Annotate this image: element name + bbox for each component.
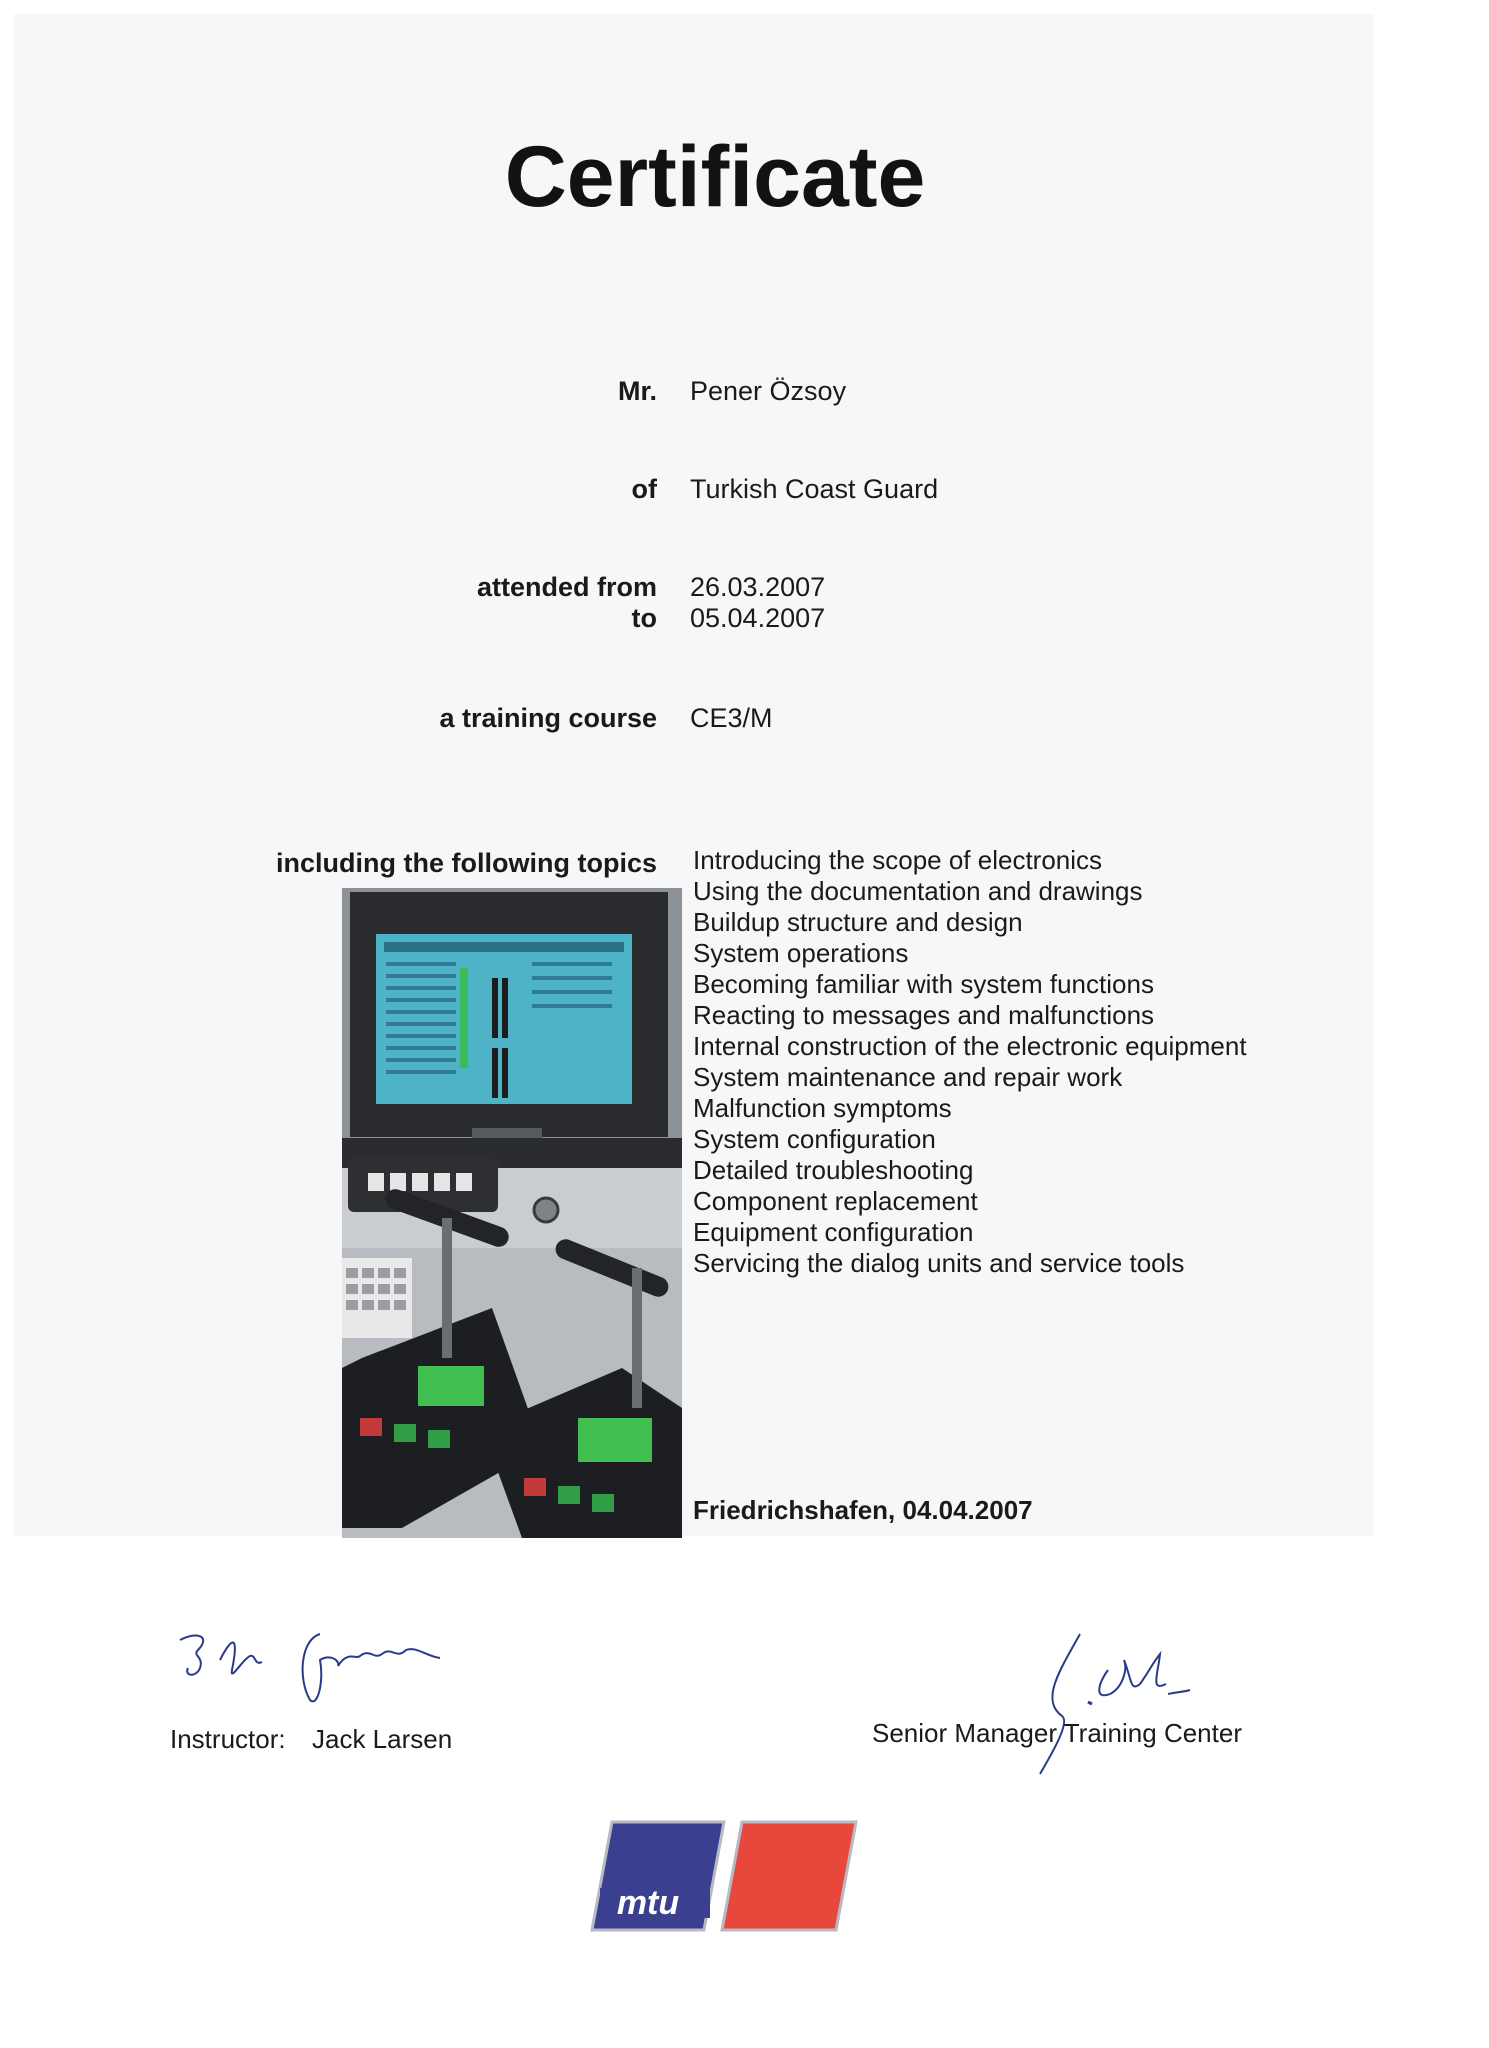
place-date: Friedrichshafen, 04.04.2007: [693, 1495, 1033, 1525]
organization-label: of: [631, 474, 657, 504]
topic-item: System operations: [693, 938, 909, 968]
topic-item: Becoming familiar with system functions: [693, 969, 1154, 999]
name-value: Pener Özsoy: [690, 376, 847, 406]
topics-list: [693, 845, 1253, 1279]
attended-from-value: 26.03.2007: [690, 572, 826, 602]
instructor-name: Jack Larsen: [312, 1724, 453, 1754]
certificate-title: Certificate: [504, 129, 926, 225]
name-label: Mr.: [617, 376, 657, 406]
console-photo: [342, 888, 682, 1538]
mtu-logo: [590, 1820, 860, 1932]
topic-item: Buildup structure and design: [693, 907, 1023, 937]
topic-item: Internal construction of the electronic equipment: [693, 1031, 1247, 1061]
mtu-logo-text: mtu: [616, 1884, 680, 1922]
organization-value: Turkish Coast Guard: [690, 474, 939, 504]
attended-to-value: 05.04.2007: [690, 603, 826, 633]
topic-item: Using the documentation and drawings: [693, 876, 1143, 906]
topics-label: including the following topics: [276, 848, 657, 878]
topic-item: Servicing the dialog units and service tools: [693, 1248, 1185, 1278]
certificate-sheet: [14, 14, 1374, 1536]
instructor-signature: [170, 1620, 490, 1710]
topic-item: Reacting to messages and malfunctions: [693, 1000, 1155, 1030]
topic-item: System maintenance and repair work: [693, 1062, 1123, 1092]
course-value: CE3/M: [690, 703, 773, 733]
manager-title: Senior Manager Training Center: [872, 1718, 1242, 1748]
manager-signature: [1000, 1630, 1220, 1780]
attended-from-label: attended from: [476, 572, 657, 602]
topic-item: Introducing the scope of electronics: [693, 845, 1103, 875]
topic-item: System configuration: [693, 1124, 936, 1154]
topic-item: Equipment configuration: [693, 1217, 974, 1247]
mtu-logo-graphic: [590, 1820, 860, 1932]
instructor-label: Instructor:: [170, 1724, 286, 1754]
topic-item: Component replacement: [693, 1186, 978, 1216]
topic-item: Malfunction symptoms: [693, 1093, 952, 1123]
course-label: a training course: [439, 703, 657, 733]
topic-item: Detailed troubleshooting: [693, 1155, 974, 1185]
attended-to-label: to: [631, 603, 657, 633]
